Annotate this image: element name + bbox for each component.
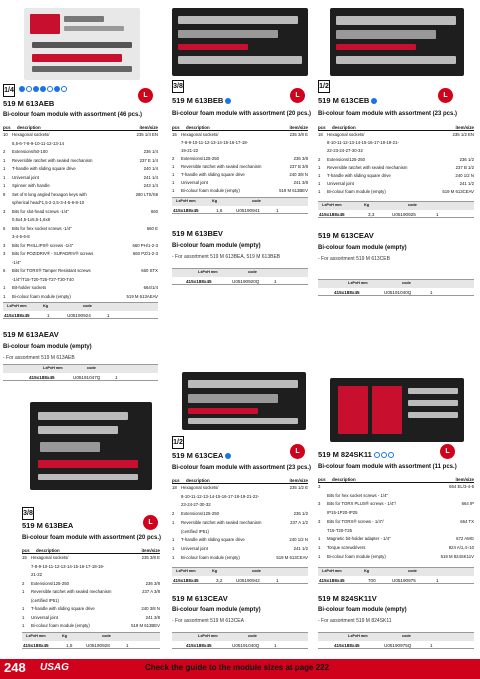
desc-cell: Universal joint (31, 614, 58, 620)
assortment-note: - For assortment 519 M 613CEB (318, 256, 390, 262)
qty-cell: 1 (318, 553, 321, 559)
product-subtitle: Bi-colour foam module (empty) (318, 607, 407, 613)
item-cell: 240 1/2 N (455, 173, 474, 178)
item-cell: 664 TX (460, 518, 474, 524)
qty-cell: 1 (22, 606, 25, 611)
item-cell: 660 E (146, 225, 158, 231)
qty-cell: 15 (172, 132, 177, 137)
qty-cell: 3 (3, 251, 6, 256)
table-row (3, 149, 158, 158)
drive-size-badge: 1/2 (172, 436, 184, 449)
desc-cell: Reversible ratchet with sealed mechanism (327, 164, 408, 170)
desc-cell: Extensions/125-250 (31, 580, 69, 586)
desc-cell: T-handle with sliding square drive (181, 537, 245, 543)
desc-cell: 23-24-27-30-32 (181, 502, 211, 508)
item-cell: 664/1/4 (143, 285, 158, 290)
desc-cell: 21-22 (31, 572, 42, 577)
desc-cell: Hexagonal sockets/ (181, 132, 219, 137)
l-badge: L (440, 444, 455, 459)
table-row (172, 529, 308, 538)
qty-cell: 2 (172, 511, 175, 517)
table-header: pcs description item/size (22, 548, 160, 553)
product-subtitle: Bi-colour foam module (empty) (172, 607, 261, 613)
desc-cell: 8-10-11-12-13-14-15-16-17-18-19-21-22- (181, 493, 260, 499)
product-code: 519 M 613AEB (3, 99, 55, 108)
item-cell: 236 1/2 (459, 156, 474, 162)
desc-cell: -1/4" (12, 259, 21, 265)
qty-cell: 1 (318, 181, 321, 187)
qty-cell: 1 (3, 174, 6, 180)
desc-cell: Spinner with handle (12, 183, 50, 188)
desc-cell: 22-23-24-27-30-32 (327, 148, 363, 154)
item-cell: 660 PZ/1-2-3 (132, 251, 158, 256)
qty-cell: 3 (318, 518, 321, 524)
table-row (172, 546, 308, 555)
item-cell: 241 1/2 (293, 545, 308, 551)
desc-cell: Magnetic bit-holder adapter - 1/4" (327, 536, 391, 542)
product-code: 519 M 613CEAV (172, 594, 228, 603)
drive-size-badge: 3/8 (22, 507, 34, 520)
table-row (172, 156, 308, 164)
table-row (3, 226, 158, 235)
product-subtitle: Bi-colour foam module (empty) (172, 243, 261, 249)
item-cell: 240 1/2 N (289, 537, 308, 543)
desc-cell: Bi-colour foam module (empty) (327, 189, 386, 195)
desc-cell: Extensions/50-100 (12, 149, 48, 154)
desc-cell: Hexagonal sockets/ (31, 555, 69, 560)
table-row (3, 209, 158, 218)
qty-cell: 18 (172, 485, 177, 490)
desc-cell: Bits for TORX PLUS® screws - 1/4"/ (327, 501, 397, 507)
table-row (172, 555, 308, 564)
table-row (22, 606, 160, 615)
table-row (172, 502, 308, 511)
desc-cell: Universal joint (181, 545, 208, 551)
qty-cell: 3 (3, 208, 6, 214)
desc-cell: 7-8-9-10-11-12-13-14-15-16-17-18-19- (31, 563, 105, 569)
table-row (318, 501, 474, 510)
product-subtitle: Bi-colour foam module (empty) (3, 344, 92, 350)
table-row (318, 545, 474, 554)
l-badge: L (138, 88, 153, 103)
qty-cell: 2 (22, 580, 25, 586)
spec-footer: LxPxH mm code 415x188x45 U05190920Q 1 (172, 268, 308, 285)
item-cell: 237 B 3/8 (289, 164, 308, 169)
table-row (318, 132, 474, 140)
l-badge: L (290, 88, 305, 103)
desc-cell: Reversible ratchet with sealed mechanism (12, 157, 93, 163)
spec-footer: LxPxH mm Kg code 415x188x45 1,5 U05190928 1 (22, 632, 160, 649)
table-row (3, 260, 158, 269)
item-cell: 241 3/8 (145, 614, 160, 620)
table-row (318, 536, 474, 545)
desc-cell: Reversible ratchet with sealed mechanism (31, 589, 112, 594)
item-cell: 243 1/4 (143, 183, 158, 188)
table-header: pcs description item/size (318, 125, 474, 130)
table-row (318, 148, 474, 156)
desc-cell: T-handle with sliding square drive (12, 166, 76, 171)
product-code: 519 M 613BEA (22, 521, 74, 530)
table-row (172, 164, 308, 172)
table-row (22, 564, 160, 573)
table-row (172, 520, 308, 529)
desc-cell: Bits for TORX® screws - 1/4"/ (327, 518, 384, 524)
item-cell: 240 3/8 N (141, 606, 160, 611)
assortment-note: - For assortment 519 M 824SK11 (318, 618, 392, 624)
table-row (172, 511, 308, 520)
qty-cell: 1 (172, 545, 175, 551)
table-row (172, 172, 308, 180)
table-row (22, 581, 160, 590)
page-number: 248 (4, 660, 26, 675)
item-cell: 237 A 3/8 (142, 589, 160, 594)
qty-cell: 1 (3, 285, 6, 290)
table-row (3, 234, 158, 243)
desc-cell: Hexagonal sockets/ (327, 132, 365, 137)
item-cell: 237 B 1/2 (455, 164, 474, 170)
item-cell: 824 A/1,4÷10 (448, 544, 474, 550)
desc-cell: Bi-colour foam module (empty) (12, 293, 71, 299)
product-subtitle: Bi-colour foam module with assortment (23 pcs.) (318, 111, 458, 117)
product-code: 519 M 613CEB (318, 96, 378, 105)
l-badge: L (143, 515, 158, 530)
item-cell: 235 3/8 E (141, 555, 160, 560)
table-row (172, 140, 308, 148)
table-header: pcs description item/size (172, 125, 308, 130)
product-subtitle: Bi-colour foam module with assortment (20 pcs.) (22, 535, 162, 541)
product-subtitle: Bi-colour foam module with assortment (11 pcs.) (318, 464, 457, 470)
product-code: 519 M 613BEB (172, 96, 232, 105)
item-cell: 660 STX (141, 268, 158, 273)
table-row (3, 251, 158, 260)
qty-cell: 1 (172, 164, 175, 169)
product-code: 519 M 613CEAV (318, 231, 374, 240)
table-row (3, 294, 158, 303)
product-subtitle: Bi-colour foam module with assortment (20 pcs.) (172, 111, 312, 117)
item-cell: 664 IP (461, 501, 474, 507)
desc-cell: 3-4-5-6-8 (12, 234, 30, 239)
qty-cell: 2 (318, 156, 321, 162)
table-header: pcs description item/size (3, 125, 158, 130)
desc-cell: Reversible ratchet with sealed mechanism (181, 519, 262, 525)
product-subtitle: Bi-colour foam module with assortment (46 pcs.) (3, 112, 143, 118)
table-row (3, 192, 158, 201)
spec-footer: LxPxH mm code 415x188x45 U05191047Q 1 (3, 364, 158, 381)
item-cell: 280 LTS/S8 (135, 191, 158, 197)
spec-footer: LxPxH mm code 415x188x45 U05191040Q 1 (318, 279, 474, 296)
table-row (318, 181, 474, 189)
item-cell: 672 AMG (456, 536, 474, 542)
desc-cell: Bi-colour foam module (empty) (181, 188, 240, 193)
item-cell: 235 1/4 EN (136, 132, 158, 137)
desc-cell: Bits for slot-head screws -1/4" (12, 208, 69, 214)
qty-cell: 8 (3, 191, 6, 197)
table-header: pcs description item/size (318, 477, 474, 482)
brand-logo: USAG (40, 662, 69, 673)
desc-cell: 19-21-22 (181, 148, 199, 153)
desc-cell: Bits for POZIDRIV® - SUPADRIV® screws (12, 251, 94, 256)
table-row (172, 494, 308, 503)
table-row (3, 217, 158, 226)
qty-cell: 1 (172, 519, 175, 525)
desc-cell: Hexagonal sockets/ (12, 132, 50, 137)
item-cell: 236 3/8 (293, 156, 308, 161)
qty-cell: 1 (318, 544, 321, 550)
desc-cell: spherical head*1,5-2-2,5-3-4-5-6-8-10 (12, 200, 85, 205)
table-row (172, 148, 308, 156)
item-cell: 519 M 613BEV (279, 188, 308, 193)
table-row (3, 285, 158, 294)
table-row (318, 140, 474, 148)
item-cell: 235 1/2 EN (452, 132, 474, 137)
product-photo-613CEA (182, 372, 306, 430)
qty-cell: 10 (3, 132, 8, 137)
table-row (172, 188, 308, 196)
qty-cell: 1 (318, 536, 321, 542)
qty-cell: 1 (3, 157, 6, 163)
table-row (3, 132, 158, 141)
table-row (318, 157, 474, 165)
qty-cell: 1 (3, 183, 6, 188)
desc-cell: (certified IP51) (181, 528, 209, 534)
desc-cell: IP15-1P20-IP25 (327, 510, 358, 516)
table-row (318, 528, 474, 537)
table-row (3, 158, 158, 167)
table-row (3, 175, 158, 184)
item-cell: 241 1/2 (459, 181, 474, 187)
table-row (172, 537, 308, 546)
table-row (318, 189, 474, 197)
desc-cell: (certified IP51) (31, 597, 59, 603)
desc-cell: Bi-colour foam module (empty) (31, 623, 90, 628)
assortment-note: - For assortment 519 M 613BEA, 519 M 613BEB (172, 254, 281, 260)
table-row (22, 555, 160, 564)
qty-cell: 1 (22, 589, 25, 594)
table-row (3, 166, 158, 175)
drive-size-badge: 1/2 (318, 80, 330, 93)
spec-footer: LxPxH mm Kg code 415x188x45 700 U05190975 1 (318, 567, 474, 584)
item-cell: 237 A 1/2 (290, 519, 308, 525)
table-row (22, 598, 160, 607)
item-cell: 660 PH/1-2-3 (132, 242, 158, 248)
desc-cell: Bi-colour foam module (empty) (181, 554, 240, 560)
qty-cell: 5 (3, 225, 6, 231)
desc-cell: Bits for hex socket screws - 1/4" (327, 492, 388, 498)
table-header: pcs description item/size (172, 478, 308, 483)
desc-cell: Universal joint (181, 180, 208, 185)
item-cell: 236 1/4 (143, 149, 158, 154)
table-row (3, 200, 158, 209)
desc-cell: Extensions/125-250 (327, 156, 365, 162)
qty-cell: 15 (22, 555, 27, 560)
item-cell: 519 M 613AEAV (126, 293, 158, 299)
product-code: 519 M 613BEV (172, 229, 223, 238)
desc-cell: 5,5-6-7-8-9-10-11-12-13-14 (12, 140, 64, 146)
desc-cell: Bits for TORX® Tamper Resistant screws (12, 268, 91, 273)
table-row (22, 623, 160, 632)
table-row (3, 243, 158, 252)
qty-cell: 1 (3, 166, 6, 171)
desc-cell: Torque screwdrivers (327, 544, 366, 550)
desc-cell: T15-T20-T25 (327, 527, 353, 533)
table-row (318, 554, 474, 563)
assortment-note: - For assortment 519 M 613AEB (3, 355, 75, 361)
desc-cell: 7-8-9-10-11-12-13-14-15-16-17-18- (181, 140, 249, 145)
table-row (172, 485, 308, 494)
item-cell: 236 1/2 (293, 511, 308, 517)
table-row (22, 589, 160, 598)
drive-size-badge: 1/4 (3, 84, 15, 97)
desc-cell: 0,6x4,5-1x5,5-1,6x8 (12, 217, 50, 222)
table-row (3, 277, 158, 286)
table-row (3, 183, 158, 192)
table-row (318, 519, 474, 528)
product-subtitle: Bi-colour foam module (empty) (318, 245, 407, 251)
desc-cell: Universal joint (12, 174, 39, 180)
product-photo-613AEB (24, 8, 140, 80)
table-row (318, 510, 474, 519)
table-row (3, 141, 158, 150)
item-cell: 519 M 613BEV (131, 623, 160, 628)
l-badge: L (438, 88, 453, 103)
product-code: 519 M 824SK11V (318, 594, 377, 603)
spec-footer: LxPxH mm Kg code 415x188x45 1,6 U05190941 1 (172, 197, 308, 214)
product-photo-613BEB (172, 8, 308, 76)
item-cell: 240 3/8 N (289, 172, 308, 177)
guide-note: Check the guide to the module sizes at page 222 (145, 663, 330, 672)
item-cell: 241 1/4 (143, 174, 158, 180)
item-cell: 235 3/8 E (289, 132, 308, 137)
desc-cell: Universal joint (327, 181, 354, 187)
desc-cell: Bit-holder sockets (12, 285, 47, 290)
table-row (318, 493, 474, 502)
qty-cell: 1 (172, 537, 175, 543)
product-photo-824SK11 (330, 378, 464, 442)
item-cell: 519 M 824SK11V (440, 553, 474, 559)
desc-cell: -1/4"/T15-T20-T25-T27-T30-T40 (12, 276, 74, 282)
desc-cell: T-handle with sliding square drive (31, 606, 95, 611)
table-row (172, 132, 308, 140)
table-row (318, 165, 474, 173)
item-cell: 519 M 613CEAV (442, 189, 474, 195)
item-cell: 235 1/2 E (289, 485, 308, 490)
qty-cell: 1 (22, 614, 25, 620)
qty-cell: 1 (172, 172, 175, 177)
product-photo-613BEA (30, 402, 152, 490)
item-cell: 241 3/8 (293, 180, 308, 185)
desc-cell: Bits for PHILLIPS® screws -1/4" (12, 242, 74, 248)
desc-cell: Extensions/125-250 (181, 511, 219, 517)
product-photo-613CEB (330, 8, 464, 76)
assortment-note: - For assortment 519 M 613CEA (172, 618, 244, 624)
qty-cell: 2 (3, 149, 6, 154)
spec-footer: LxPxH mm Kg code 415x188x45 3,2 U05190942 1 (172, 567, 308, 584)
item-cell: 236 3/8 (145, 580, 160, 586)
qty-cell: 1 (318, 189, 321, 195)
desc-cell: Set of 8 long angled hexagon keys with (12, 191, 87, 197)
table-row (22, 572, 160, 581)
drive-size-badge: 3/8 (172, 80, 184, 93)
qty-cell: 1 (172, 180, 175, 185)
desc-cell: Hexagonal sockets/ (181, 485, 219, 490)
spec-footer: LxPxH mm Kg code 415x188x45 3,3 U05190925 1 (318, 201, 474, 218)
item-cell: 237 E 1/4 (139, 157, 158, 163)
qty-cell: 3 (3, 242, 6, 248)
qty-cell: 6 (3, 268, 6, 273)
feature-icons (19, 86, 68, 93)
qty-cell: 1 (22, 623, 25, 628)
table-row (318, 484, 474, 493)
spec-footer: LxPxH mm Kg code 415x188x45 1 U05190924 1 (3, 302, 158, 319)
qty-cell: 3 (318, 501, 321, 507)
item-cell: 240 1/4 (143, 166, 158, 171)
qty-cell: 1 (318, 173, 321, 178)
table-row (318, 173, 474, 181)
qty-cell: 2 (172, 156, 175, 161)
desc-cell: Reversible ratchet with sealed mechanism (181, 164, 262, 169)
item-cell: 660 (150, 208, 158, 214)
table-row (3, 268, 158, 277)
product-subtitle: Bi-colour foam module with assortment (23 pcs.) (172, 465, 312, 471)
product-code: 519 M 613AEAV (3, 330, 59, 339)
spec-footer: LxPxH mm code 415x188x45 U05191040Q 1 (172, 632, 308, 649)
product-code: 519 M 824SK11 (318, 450, 395, 459)
l-badge: L (290, 444, 305, 459)
desc-cell: Extensions/125-250 (181, 156, 219, 161)
table-row (22, 615, 160, 624)
qty-cell: 3 (318, 484, 321, 489)
item-cell: 519 M 613CEAV (276, 554, 308, 560)
product-code: 519 M 613CEA (172, 451, 232, 460)
spec-footer: LxPxH mm code 415x188x45 U05190975Q 1 (318, 632, 474, 649)
table-row (172, 180, 308, 188)
desc-cell: T-handle with sliding square drive (181, 172, 245, 177)
qty-cell: 18 (318, 132, 323, 137)
item-cell: 664 EL/3-4-5 (449, 484, 474, 489)
qty-cell: 1 (318, 164, 321, 170)
qty-cell: 1 (172, 188, 175, 193)
desc-cell: Bits for hex socket screws -1/4" (12, 225, 72, 231)
desc-cell: Bi-colour foam module (empty) (327, 553, 386, 559)
desc-cell: 8-10-11-12-13-14-15-16-17-18-19-21- (327, 140, 399, 146)
desc-cell: T-handle with sliding square drive (327, 173, 391, 178)
qty-cell: 1 (3, 293, 6, 299)
qty-cell: 1 (172, 554, 175, 560)
